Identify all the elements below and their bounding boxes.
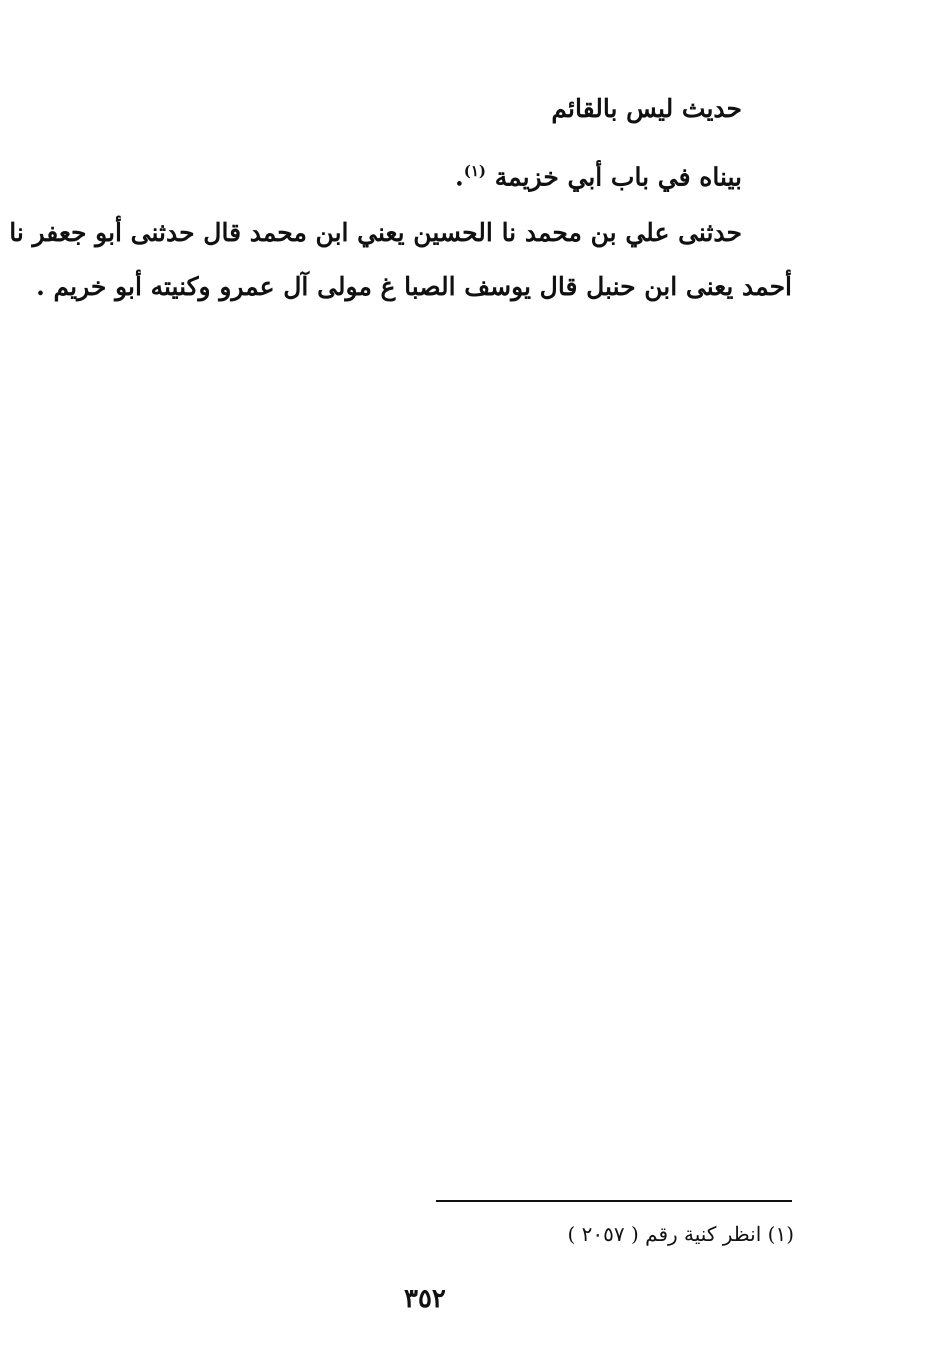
reference-text: بيناه في باب أبي خزيمة: [494, 162, 742, 192]
page-number: ٣٥٢: [404, 1284, 446, 1314]
footnote-text: (١) انظر كنية رقم ( ٢٠٥٧ ): [567, 1222, 794, 1246]
paragraph-line-1: حدثنى علي بن محمد نا الحسين يعني ابن محمد قال حدثنى أبو جعفر نا: [9, 218, 742, 247]
footnote-marker[interactable]: (١): [463, 162, 486, 180]
paragraph-line-2: أحمد يعنى ابن حنبل قال يوسف الصبا غ مولى آل عمرو وكنيته أبو خريم .: [36, 272, 792, 301]
section-heading: حديث ليس بالقائم: [551, 94, 742, 123]
reference-line: [455, 154, 742, 194]
footnote-divider: [436, 1200, 792, 1202]
reference-end: .: [455, 162, 464, 192]
